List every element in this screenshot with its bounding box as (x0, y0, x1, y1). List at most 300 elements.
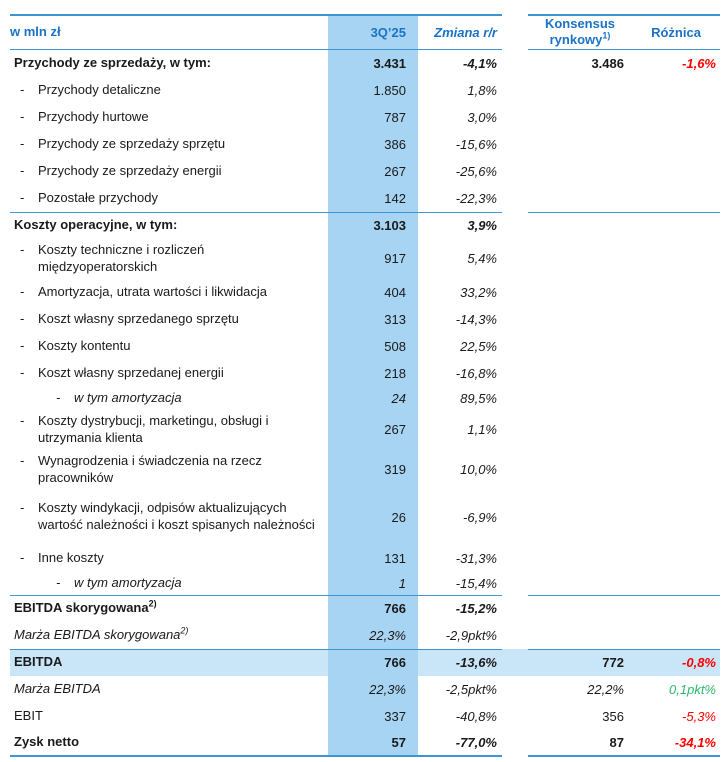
value-3q25-text: 337 (384, 708, 406, 724)
value-difference-text: -5,3% (682, 708, 716, 724)
value-change-yoy (418, 387, 502, 410)
value-change-yoy (418, 649, 502, 676)
row-label (14, 600, 316, 617)
column-gap (502, 77, 528, 104)
row-label-text: Amortyzacja, utrata wartości i likwidacja (38, 283, 268, 299)
list-dash: - (20, 310, 25, 326)
value-consensus (528, 131, 632, 158)
table-row (10, 77, 726, 104)
value-change-yoy (418, 703, 502, 730)
header-consensus-label: Konsensus rynkowy (544, 16, 616, 48)
value-difference (632, 622, 720, 649)
row-label (38, 500, 316, 534)
header-difference-text: Różnica (651, 24, 701, 40)
value-consensus (528, 545, 632, 572)
column-gap (502, 50, 528, 77)
value-difference (632, 387, 720, 410)
row-label-text: EBITDA skorygowana (14, 600, 149, 616)
row-label-text: Przychody hurtowe (38, 108, 149, 124)
value-difference (632, 306, 720, 333)
value-difference (632, 239, 720, 279)
row-label (38, 413, 316, 447)
value-difference-text: -1,6% (682, 55, 716, 71)
value-consensus-text: 22,2% (587, 681, 624, 697)
value-3q25 (328, 572, 418, 595)
value-change-yoy-text: -25,6% (455, 163, 497, 179)
value-consensus (528, 212, 632, 239)
row-label-cell (10, 730, 328, 757)
row-label (38, 284, 316, 301)
list-dash: - (20, 412, 25, 428)
value-change-yoy-text: -77,0% (455, 734, 497, 750)
value-change-yoy-text: -13,6% (455, 655, 497, 670)
row-label-footnote: 2) (180, 625, 189, 636)
row-label-cell (10, 410, 328, 450)
column-gap (502, 387, 528, 410)
value-3q25 (328, 333, 418, 360)
value-consensus (528, 572, 632, 595)
row-label (38, 311, 316, 328)
column-gap (502, 158, 528, 185)
value-change-yoy (418, 410, 502, 450)
table-row (10, 212, 726, 239)
row-label-text: Koszty kontentu (38, 337, 131, 353)
list-dash: - (56, 574, 61, 590)
value-change-yoy (418, 595, 502, 622)
header-period-text: 3Q’25 (370, 24, 406, 40)
table-row (10, 158, 726, 185)
row-label (14, 681, 316, 698)
table-row (10, 279, 726, 306)
row-label-text: Przychody ze sprzedaży, w tym: (14, 54, 211, 70)
list-dash: - (20, 364, 25, 380)
list-dash: - (20, 162, 25, 178)
value-consensus (528, 333, 632, 360)
row-label-text: Przychody ze sprzedaży sprzętu (38, 135, 226, 151)
value-3q25 (328, 104, 418, 131)
column-gap (502, 649, 528, 676)
row-label-cell (10, 212, 328, 239)
value-difference (632, 703, 720, 730)
value-change-yoy (418, 730, 502, 757)
value-3q25-text: 22,3% (369, 681, 406, 697)
table-header-row (10, 14, 726, 50)
table-row (10, 649, 726, 676)
value-change-yoy-text: 5,4% (467, 251, 497, 266)
row-label (14, 734, 316, 751)
value-consensus-text: 356 (602, 708, 624, 724)
value-3q25-text: 57 (391, 734, 406, 750)
value-change-yoy (418, 50, 502, 77)
row-label-text: Koszty dystrybucji, marketingu, obsługi i utrzymania klienta (38, 412, 269, 445)
value-change-yoy-text: 3,0% (467, 109, 497, 125)
list-dash: - (20, 549, 25, 565)
value-3q25-text: 24 (391, 390, 406, 406)
value-change-yoy (418, 360, 502, 387)
value-3q25-text: 1.850 (373, 82, 406, 98)
table-row (10, 703, 726, 730)
table-row (10, 545, 726, 572)
value-3q25 (328, 239, 418, 279)
value-change-yoy (418, 676, 502, 703)
value-3q25-text: 508 (384, 338, 406, 354)
column-gap (502, 360, 528, 387)
value-change-yoy-text: -40,8% (455, 708, 497, 724)
value-3q25-text: 766 (384, 601, 406, 616)
value-consensus (528, 410, 632, 450)
column-gap (502, 131, 528, 158)
value-3q25-text: 3.431 (373, 55, 406, 71)
value-3q25-text: 404 (384, 284, 406, 300)
value-change-yoy-text: 1,1% (467, 422, 497, 437)
value-consensus-text: 772 (602, 655, 624, 670)
table-row (10, 360, 726, 387)
value-change-yoy-text: -15,2% (455, 601, 497, 616)
column-gap (502, 212, 528, 239)
row-label-cell (10, 572, 328, 595)
value-change-yoy (418, 131, 502, 158)
header-unit-text: w mln zł (10, 23, 61, 39)
value-3q25 (328, 131, 418, 158)
value-difference (632, 104, 720, 131)
row-label-cell (10, 703, 328, 730)
row-label (38, 109, 316, 126)
value-consensus-text: 3.486 (591, 55, 624, 71)
table-row (10, 131, 726, 158)
value-3q25-text: 218 (384, 365, 406, 381)
row-label (14, 654, 316, 671)
value-difference (632, 131, 720, 158)
table-row (10, 595, 726, 622)
value-change-yoy (418, 333, 502, 360)
value-change-yoy (418, 185, 502, 212)
table-row (10, 730, 726, 757)
column-gap (502, 490, 528, 545)
value-3q25 (328, 77, 418, 104)
table-row (10, 104, 726, 131)
value-change-yoy-text: -2,5pkt% (445, 681, 497, 697)
row-label-footnote: 2) (148, 598, 157, 609)
row-label (38, 453, 316, 487)
value-difference (632, 545, 720, 572)
row-label-cell (10, 676, 328, 703)
row-label-cell (10, 185, 328, 212)
row-label-cell (10, 131, 328, 158)
value-difference (632, 77, 720, 104)
value-change-yoy (418, 545, 502, 572)
value-consensus (528, 387, 632, 410)
value-3q25-text: 22,3% (369, 627, 406, 643)
value-difference (632, 676, 720, 703)
row-label (74, 390, 316, 407)
value-change-yoy (418, 104, 502, 131)
value-change-yoy-text: -4,1% (463, 55, 497, 71)
value-difference-text: -34,1% (674, 734, 716, 750)
table-row (10, 185, 726, 212)
row-label-text: Marża EBITDA skorygowana (14, 626, 181, 642)
value-change-yoy-text: 10,0% (460, 462, 497, 477)
value-consensus (528, 158, 632, 185)
row-label-text: Zysk netto (14, 733, 80, 749)
value-change-yoy-text: -15,4% (455, 575, 497, 591)
column-gap (502, 595, 528, 622)
row-label-cell (10, 360, 328, 387)
value-change-yoy-text: -2,9pkt% (445, 627, 497, 643)
row-label (38, 136, 316, 153)
value-difference (632, 212, 720, 239)
list-dash: - (20, 81, 25, 97)
list-dash: - (20, 241, 25, 257)
row-label-text: Pozostałe przychody (38, 189, 158, 205)
column-gap (502, 572, 528, 595)
row-label-cell (10, 50, 328, 77)
header-consensus (528, 14, 632, 50)
list-dash: - (20, 452, 25, 468)
value-3q25-text: 3.103 (373, 218, 406, 233)
value-3q25-text: 26 (391, 509, 406, 525)
row-label-text: Koszty windykacji, odpisów aktualizujących wartość należności i koszt spisanych należności (38, 500, 315, 532)
list-dash: - (20, 500, 25, 516)
value-3q25 (328, 360, 418, 387)
value-3q25 (328, 649, 418, 676)
value-consensus (528, 490, 632, 545)
value-3q25 (328, 730, 418, 757)
row-label-text: Marża EBITDA (14, 680, 101, 696)
value-difference (632, 185, 720, 212)
row-label-text: Koszt własny sprzedanej energii (38, 364, 224, 380)
value-3q25 (328, 306, 418, 333)
value-3q25-text: 917 (384, 251, 406, 266)
value-consensus (528, 676, 632, 703)
value-change-yoy (418, 77, 502, 104)
table-row (10, 410, 726, 450)
column-gap (502, 730, 528, 757)
row-label-text: w tym amortyzacja (74, 574, 182, 590)
value-change-yoy-text: 3,9% (467, 218, 497, 233)
row-label-cell (10, 595, 328, 622)
value-difference (632, 730, 720, 757)
value-change-yoy (418, 572, 502, 595)
value-change-yoy-text: -6,9% (463, 509, 497, 525)
table-row (10, 306, 726, 333)
row-label (14, 627, 316, 644)
value-3q25 (328, 185, 418, 212)
value-difference (632, 595, 720, 622)
row-label-text: EBITDA (14, 654, 63, 670)
column-gap (502, 676, 528, 703)
list-dash: - (20, 135, 25, 151)
value-difference (632, 450, 720, 490)
row-label (38, 242, 316, 276)
row-label-cell (10, 490, 328, 545)
value-3q25 (328, 595, 418, 622)
value-difference (632, 649, 720, 676)
value-3q25-text: 1 (398, 575, 406, 591)
value-consensus (528, 306, 632, 333)
header-consensus-text (528, 16, 632, 49)
row-label (38, 82, 316, 99)
row-label-text: Przychody detaliczne (38, 81, 161, 97)
header-difference (632, 14, 720, 50)
value-consensus (528, 104, 632, 131)
row-label-cell (10, 77, 328, 104)
value-3q25 (328, 50, 418, 77)
row-label (38, 163, 316, 180)
row-label-text: Inne koszty (38, 549, 104, 565)
row-label (38, 365, 316, 382)
value-consensus (528, 450, 632, 490)
table-body (10, 50, 726, 757)
value-difference (632, 490, 720, 545)
value-change-yoy (418, 490, 502, 545)
value-consensus (528, 360, 632, 387)
value-3q25 (328, 387, 418, 410)
value-change-yoy (418, 450, 502, 490)
value-3q25-text: 313 (384, 311, 406, 327)
value-3q25 (328, 158, 418, 185)
value-change-yoy-text: -31,3% (455, 550, 497, 566)
column-gap (502, 185, 528, 212)
value-consensus (528, 77, 632, 104)
value-difference (632, 158, 720, 185)
value-3q25-text: 142 (384, 190, 406, 206)
value-3q25 (328, 279, 418, 306)
value-consensus-text: 87 (609, 734, 624, 750)
value-difference (632, 333, 720, 360)
list-dash: - (20, 337, 25, 353)
row-label (14, 55, 316, 72)
value-consensus (528, 185, 632, 212)
row-label-text: Wynagrodzenia i świadczenia na rzecz pracowników (38, 452, 262, 485)
value-consensus (528, 649, 632, 676)
row-label-cell (10, 239, 328, 279)
column-gap (502, 450, 528, 490)
value-change-yoy-text: -15,6% (455, 136, 497, 152)
value-3q25 (328, 545, 418, 572)
value-difference (632, 360, 720, 387)
row-label-cell (10, 104, 328, 131)
header-consensus-footnote: 1) (602, 30, 611, 41)
header-change-yoy (418, 14, 502, 50)
table-row (10, 450, 726, 490)
row-label (38, 190, 316, 207)
value-change-yoy-text: -14,3% (455, 311, 497, 327)
list-dash: - (20, 189, 25, 205)
value-consensus (528, 703, 632, 730)
column-gap (502, 545, 528, 572)
value-difference (632, 410, 720, 450)
column-gap (502, 104, 528, 131)
row-label-cell (10, 622, 328, 649)
value-consensus (528, 50, 632, 77)
value-consensus (528, 622, 632, 649)
list-dash: - (20, 108, 25, 124)
row-label (14, 217, 316, 234)
column-gap (502, 333, 528, 360)
row-label-text: w tym amortyzacja (74, 389, 182, 405)
table-row (10, 50, 726, 77)
header-period (328, 14, 418, 50)
value-change-yoy-text: 1,8% (467, 82, 497, 98)
list-dash: - (56, 389, 61, 405)
value-change-yoy (418, 212, 502, 239)
value-3q25 (328, 410, 418, 450)
value-change-yoy (418, 158, 502, 185)
row-label-text: Koszty techniczne i rozliczeń międzyoperatorskich (38, 241, 205, 274)
value-3q25 (328, 622, 418, 649)
row-label (38, 338, 316, 355)
row-label-text: Koszty operacyjne, w tym: (14, 217, 178, 233)
value-difference (632, 50, 720, 77)
row-label-cell (10, 649, 328, 676)
row-label-cell (10, 279, 328, 306)
row-label (38, 550, 316, 567)
table-row (10, 239, 726, 279)
value-change-yoy (418, 239, 502, 279)
column-gap (502, 279, 528, 306)
value-3q25 (328, 490, 418, 545)
row-label (14, 708, 316, 725)
value-consensus (528, 279, 632, 306)
value-3q25-text: 267 (384, 422, 406, 437)
row-label-cell (10, 333, 328, 360)
table-row (10, 676, 726, 703)
table-row (10, 622, 726, 649)
value-difference-text: -0,8% (682, 655, 716, 670)
value-change-yoy-text: 89,5% (460, 390, 497, 406)
value-3q25-text: 386 (384, 136, 406, 152)
value-3q25 (328, 703, 418, 730)
column-gap (502, 410, 528, 450)
table-row (10, 490, 726, 545)
value-change-yoy (418, 622, 502, 649)
value-difference-text: 0,1pkt% (669, 681, 716, 697)
row-label-text: EBIT (14, 707, 43, 723)
column-gap (502, 703, 528, 730)
value-3q25-text: 131 (384, 550, 406, 566)
value-change-yoy-text: 33,2% (460, 284, 497, 300)
header-gap (502, 14, 528, 50)
value-change-yoy (418, 279, 502, 306)
value-change-yoy-text: -16,8% (455, 365, 497, 381)
value-consensus (528, 239, 632, 279)
value-consensus (528, 730, 632, 757)
value-3q25-text: 267 (384, 163, 406, 179)
value-change-yoy-text: -22,3% (455, 190, 497, 206)
value-3q25-text: 766 (384, 655, 406, 670)
row-label (74, 575, 316, 592)
table-row (10, 333, 726, 360)
header-change-text: Zmiana r/r (434, 24, 497, 40)
row-label-cell (10, 387, 328, 410)
value-3q25 (328, 450, 418, 490)
value-consensus (528, 595, 632, 622)
column-gap (502, 306, 528, 333)
value-3q25 (328, 212, 418, 239)
value-difference (632, 279, 720, 306)
value-3q25-text: 319 (384, 462, 406, 477)
row-label-cell (10, 306, 328, 333)
table-row (10, 387, 726, 410)
value-change-yoy (418, 306, 502, 333)
row-label-cell (10, 158, 328, 185)
column-gap (502, 239, 528, 279)
value-difference (632, 572, 720, 595)
row-label-text: Przychody ze sprzedaży energii (38, 162, 222, 178)
row-label-cell (10, 545, 328, 572)
value-3q25 (328, 676, 418, 703)
value-3q25-text: 787 (384, 109, 406, 125)
